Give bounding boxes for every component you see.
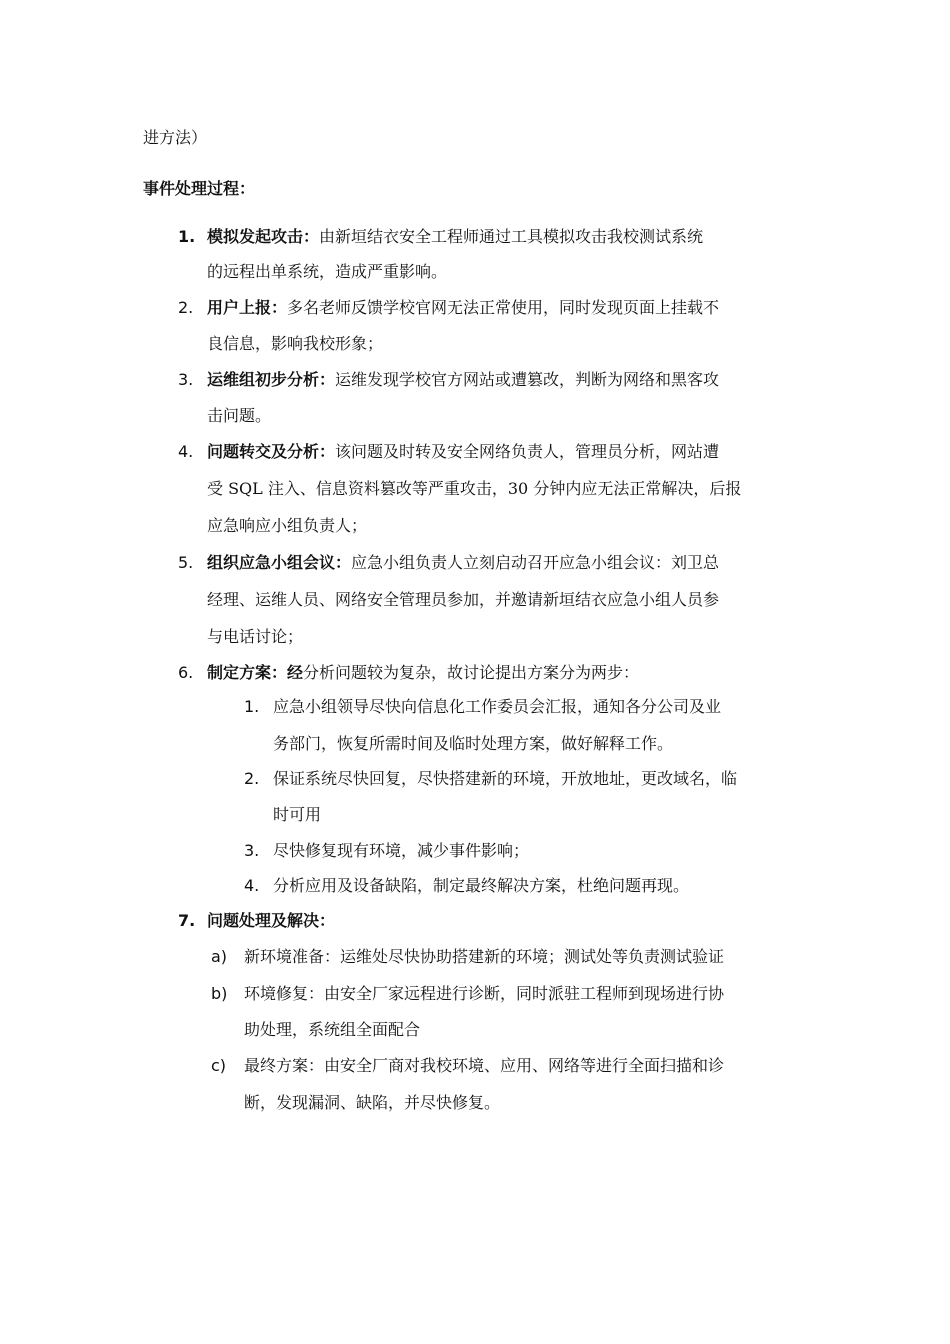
item-text: 新环境准备：运维处尽快协助搭建新的环境；测试处等负责测试验证 (244, 947, 725, 966)
list-number: 7. (178, 911, 196, 930)
step-text: 受 SQL 注入、信息资料篡改等严重攻击，30 分钟内应无法正常解决，后报 (207, 479, 742, 498)
sub-step-text: 尽快修复现有环境，减少事件影响； (273, 841, 530, 860)
list-item-first-line (207, 552, 719, 574)
list-number: 3. (178, 370, 194, 389)
list-item-first-line (207, 226, 807, 248)
list-item-first-line (207, 662, 639, 684)
item-text: 助处理，系统组全面配合 (244, 1020, 421, 1039)
item-letter: b) (211, 984, 228, 1003)
list-item-first-line (207, 369, 719, 391)
step-text: 分析问题较为复杂，故讨论提出方案分为两步： (303, 663, 640, 682)
step-text: 该问题及时转及安全网络负责人，管理员分析，网站遭 (335, 442, 720, 461)
step-text: 良信息，影响我校形象； (207, 334, 384, 353)
sub-step-text: 务部门，恢复所需时间及临时处理方案，做好解释工作。 (273, 734, 674, 753)
step-title: 问题转交及分析： (207, 442, 336, 461)
sub-step-text: 时可用 (273, 805, 322, 824)
sub-step-text: 分析应用及设备缺陷，制定最终解决方案，杜绝问题再现。 (273, 876, 690, 895)
step-text: 击问题。 (207, 406, 272, 425)
sub-list-number: 3. (244, 841, 260, 860)
list-number: 6. (178, 663, 194, 682)
item-text: 环境修复：由安全厂家远程进行诊断，同时派驻工程师到现场进行协 (244, 984, 725, 1003)
list-number: 4. (178, 442, 194, 461)
list-number: 1. (178, 227, 196, 246)
step-title: 模拟发起攻击： (207, 227, 320, 246)
step-text: 应急小组负责人立刻启动召开应急小组会议：刘卫总 (351, 553, 720, 572)
step-title: 运维组初步分析： (207, 370, 336, 389)
step-title: 用户上报： (207, 298, 288, 317)
list-number: 2. (178, 298, 194, 317)
step-text: 与电话讨论； (207, 627, 304, 646)
step-title: 组织应急小组会议： (207, 553, 352, 572)
step-text: 应急响应小组负责人； (207, 516, 368, 535)
previous-text-tail: 进方法） (143, 128, 208, 147)
item-letter: a) (211, 947, 228, 966)
step-title: 问题处理及解决： (207, 911, 336, 930)
sub-step-text: 应急小组领导尽快向信息化工作委员会汇报，通知各分公司及业 (273, 697, 722, 716)
item-text: 最终方案：由安全厂商对我校环境、应用、网络等进行全面扫描和诊 (244, 1056, 725, 1075)
section-title: 事件处理过程： (143, 179, 256, 198)
list-number: 5. (178, 553, 194, 572)
item-letter: c) (211, 1056, 227, 1075)
list-item-first-line (207, 297, 719, 319)
sub-list-number: 2. (244, 769, 260, 788)
step-text: 运维发现学校官方网站或遭篡改，判断为网络和黑客攻 (335, 370, 720, 389)
sub-list-number: 4. (244, 876, 260, 895)
step-text: 的远程出单系统，造成严重影响。 (207, 262, 448, 281)
step-title: 制定方案：经 (207, 663, 304, 682)
sub-step-text: 保证系统尽快回复，尽快搭建新的环境，开放地址，更改域名，临 (273, 769, 738, 788)
step-text: 多名老师反馈学校官网无法正常使用，同时发现页面上挂载不 (287, 298, 720, 317)
list-item-first-line (207, 441, 719, 463)
step-text: 经理、运维人员、网络安全管理员参加，并邀请新垣结衣应急小组人员参 (207, 590, 720, 609)
item-text: 断，发现漏洞、缺陷，并尽快修复。 (244, 1093, 501, 1112)
sub-list-number: 1. (244, 697, 260, 716)
step-text: 由新垣结衣安全工程师通过工具模拟攻击我校测试系统 (319, 227, 704, 246)
